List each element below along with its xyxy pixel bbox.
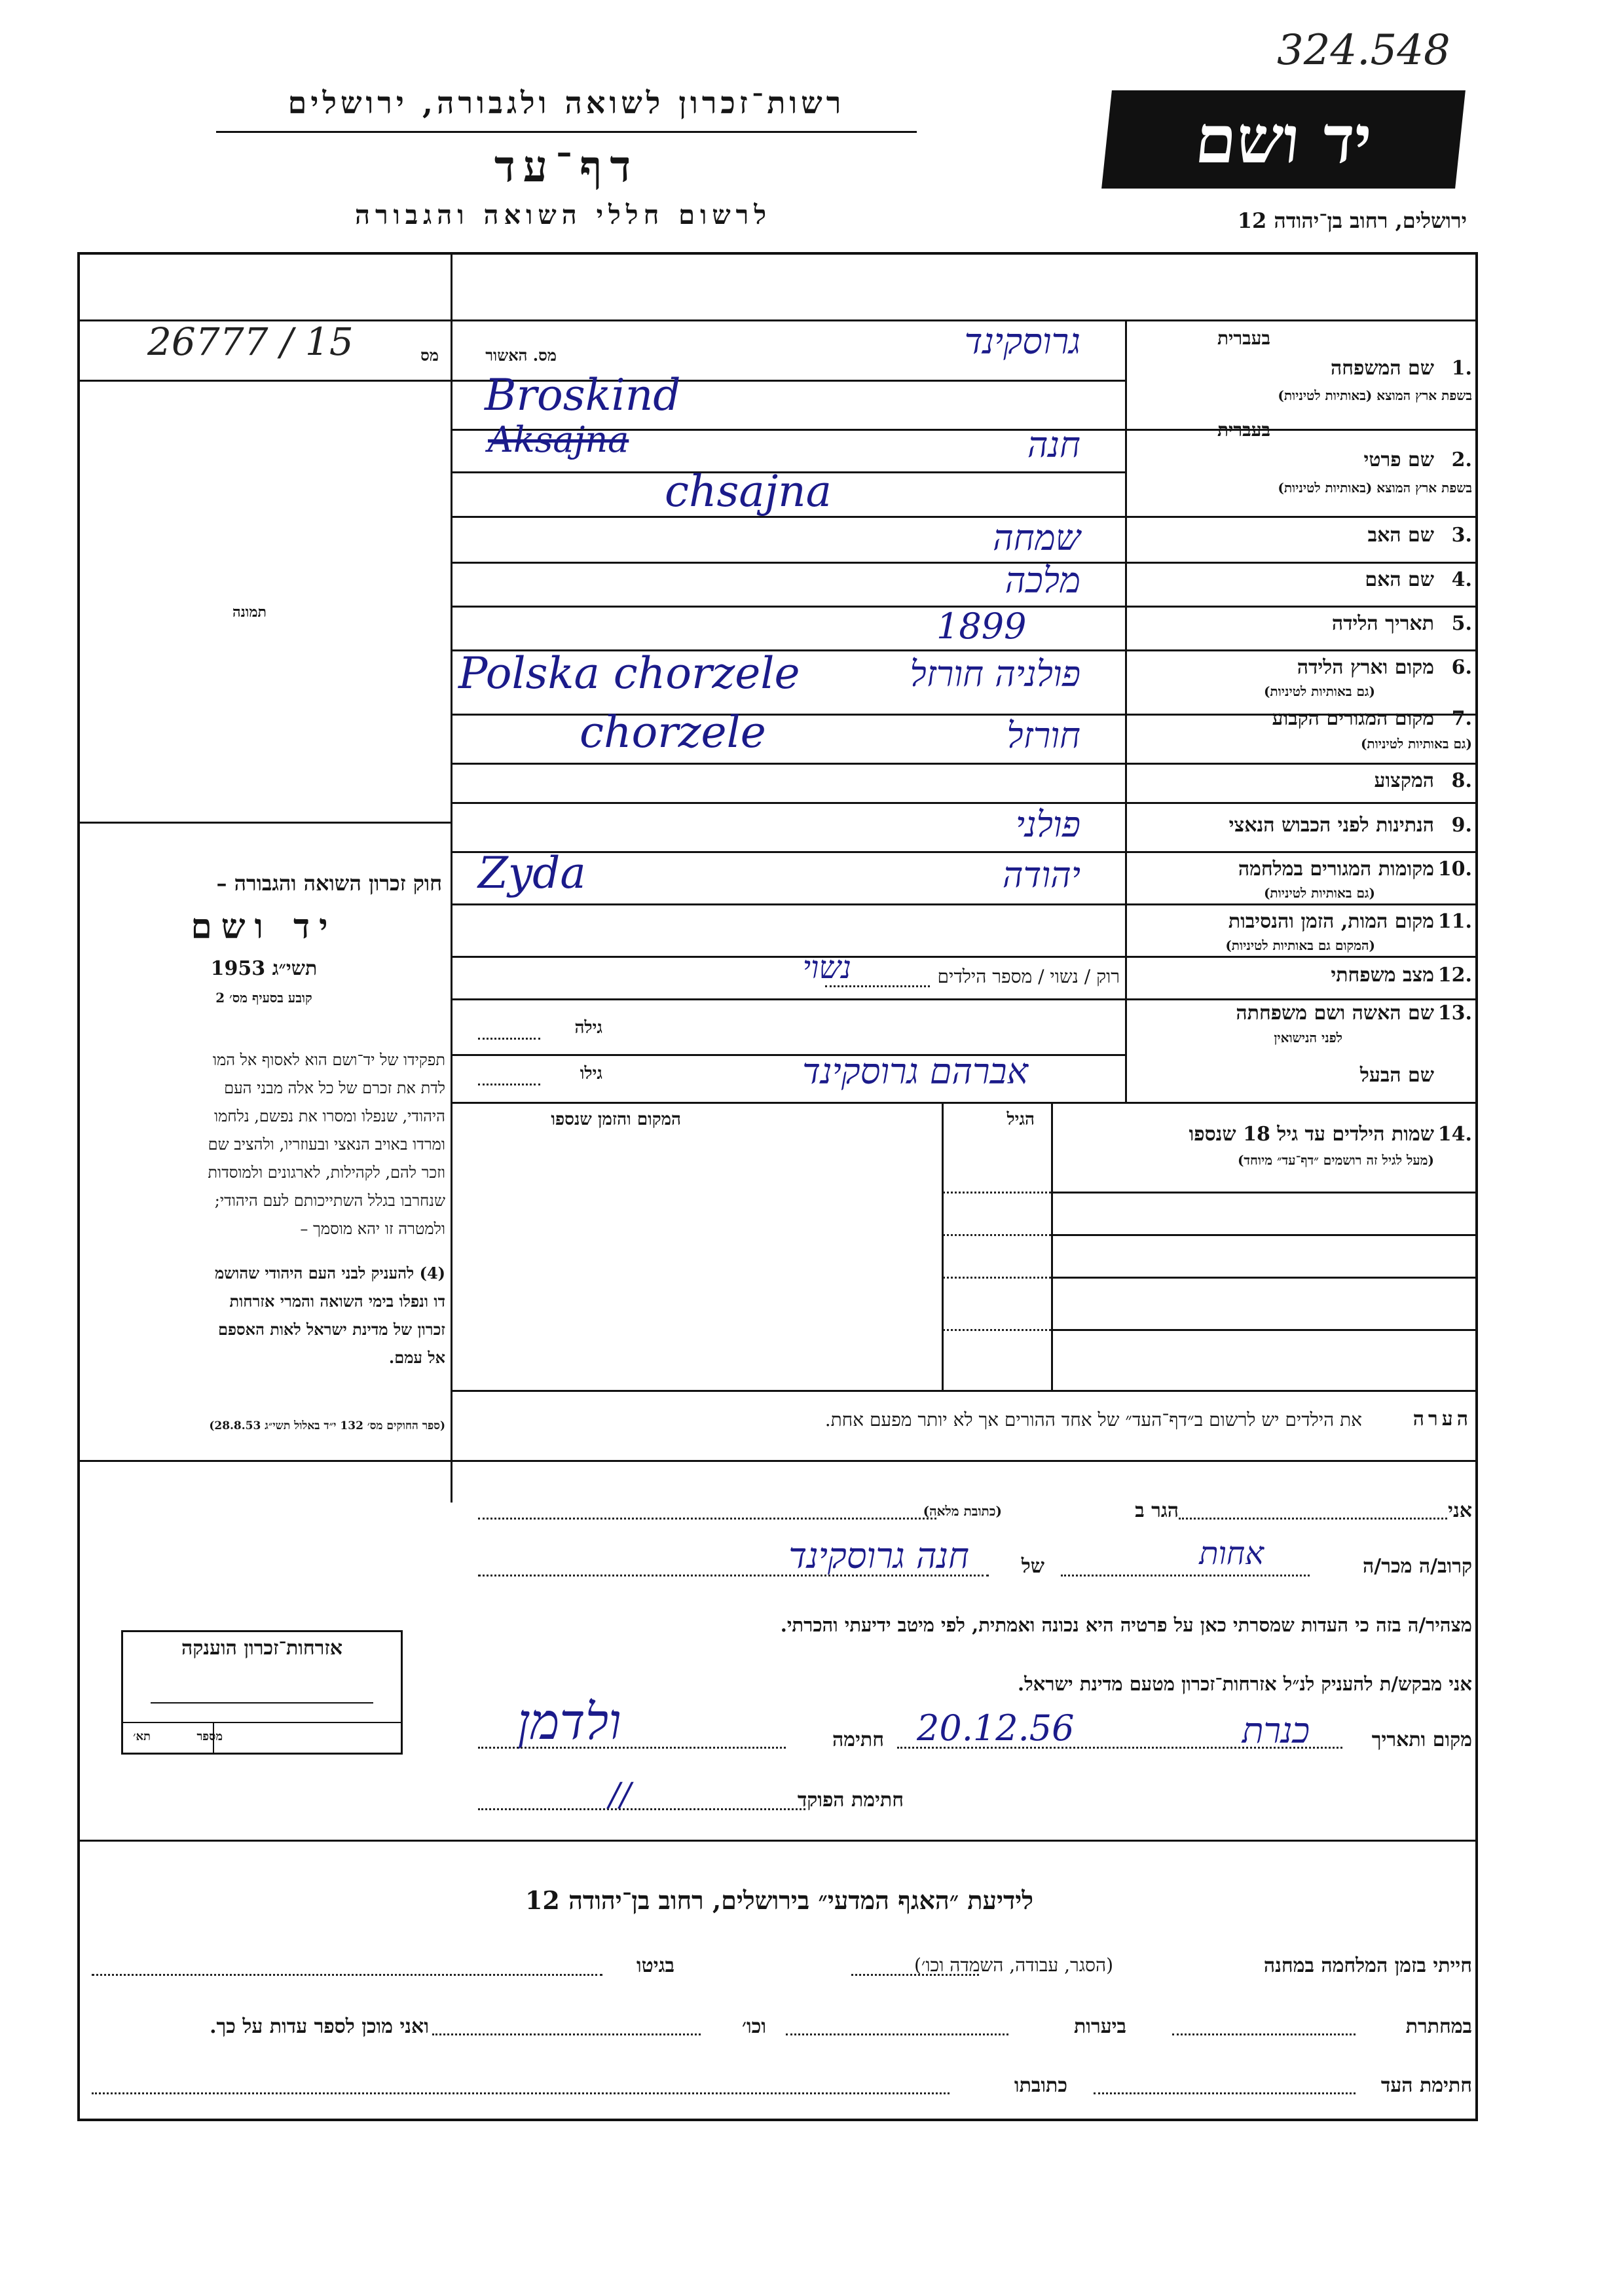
row-sep-9 <box>451 851 1478 853</box>
registration-label: מס. האשור <box>485 346 557 365</box>
registration-extra: מס <box>420 346 439 365</box>
field-5-value: 1899 <box>936 606 1027 647</box>
science-line1-end: בגיטו <box>636 1954 674 1977</box>
field-6-num: 6. <box>1451 656 1472 679</box>
decl-officer-label: חתימת הפוקד <box>797 1789 904 1812</box>
row-sep-10 <box>451 903 1478 905</box>
address: ירושלים, רחוב בן־יהודה 12 <box>1237 208 1467 233</box>
form-subtitle: לרשום חללי השואה והגבורה <box>354 200 772 230</box>
field-13-sub: לפני הנישואין <box>1274 1030 1342 1046</box>
field-2-value-latin: chsajna <box>665 466 832 517</box>
stamp-col <box>213 1722 214 1755</box>
field-7-value-latin: chorzele <box>580 707 766 757</box>
decl-relative-value: אחות <box>1199 1535 1264 1572</box>
husband-age-label: גילו <box>580 1064 602 1084</box>
law-section: קובע בסעיף מס׳ 2 <box>215 990 312 1006</box>
stamp-title: אזרחות־זכרון הוענקה <box>181 1637 343 1660</box>
field-12-num: 12. <box>1437 964 1472 987</box>
field-6-label: מקום וארץ הלידה <box>1297 656 1434 679</box>
law-para2-line1: (4) להעניק לבני העם היהודי שהושמ <box>214 1264 445 1283</box>
header-underline <box>216 131 917 133</box>
field-13-age-dotted <box>478 1038 540 1040</box>
field-1-value-latin: Broskind <box>485 370 681 420</box>
field-1-sub: בשפת ארץ המוצא (באותיות לטיניות) <box>1278 388 1472 403</box>
registration-value: 26777 / 15 <box>147 319 354 364</box>
row-sep-3 <box>451 562 1478 564</box>
husband-label: שם הבעל <box>1359 1064 1434 1087</box>
institution-name: רשות־זכרון לשואה ולגבורה, ירושלים <box>287 85 845 120</box>
field-2-sub: בשפת ארץ המוצא (באותיות לטיניות) <box>1278 480 1472 496</box>
stamp-date-label: תא׳ <box>133 1730 151 1743</box>
field-6-value-latin: Polska chorzele <box>458 648 800 699</box>
husband-value: אברהם גרוסקינד <box>802 1051 1028 1092</box>
field-4-num: 4. <box>1451 568 1472 591</box>
science-line3-mid: כתובתו <box>1014 2074 1067 2097</box>
law-year: תשי״ג 1953 <box>210 957 318 980</box>
science-line3-dots-b <box>92 2092 950 2094</box>
field-10-sub: (גם באותיות לטיניות) <box>1263 885 1375 901</box>
field-2-value-latin-struck: Aksajna <box>488 419 629 460</box>
law-para2-line4: אל עמם. <box>388 1348 445 1367</box>
decl-place-date-label: מקום ותאריך <box>1371 1728 1472 1751</box>
row-sep-8 <box>451 802 1478 804</box>
decl-relative-dots <box>1061 1575 1310 1576</box>
field-4-label: שם האם <box>1365 568 1434 591</box>
label-column-divider <box>1125 319 1127 1102</box>
law-title: חוק זכרון השואה והגבורה – <box>216 871 442 896</box>
field-13-label: שם האשה ושם משפחתה <box>1236 1002 1434 1025</box>
field-1-num: 1. <box>1451 357 1472 380</box>
field-7-sub: (גם באותיות לטיניות) <box>1360 736 1472 752</box>
science-line1-dots-a <box>851 1974 979 1976</box>
left-column-divider <box>451 252 452 1503</box>
decl-statement: מצהיר/ה בזה כי העדות שמסרתי כאן על פרטיה היא נכונה ואמתית, לפי מיטב ידיעתי והכרתי. <box>780 1614 1472 1636</box>
law-para1-line5: וזכר להם, לקהילות, לארגונים ולמוסדות <box>208 1163 445 1182</box>
field-5-num: 5. <box>1451 612 1472 635</box>
form-title: דף־עד <box>494 141 639 192</box>
husband-age-dotted <box>478 1084 540 1085</box>
field-2-value-hebrew: חנה <box>1027 424 1080 465</box>
decl-ani: אני <box>1448 1499 1472 1522</box>
row-sep-2b <box>451 516 1478 518</box>
children-row-1 <box>1051 1192 1478 1194</box>
field-4-value: מלכה <box>1005 560 1080 601</box>
field-1-hebrew-tag: בעברית <box>1217 327 1270 349</box>
field-13-num: 13. <box>1437 1002 1472 1025</box>
note-top-line <box>451 1390 1478 1392</box>
field-5-label: תאריך הלידה <box>1331 612 1434 635</box>
field-6-value-hebrew: פולניה חורזל <box>910 653 1080 695</box>
field-13-age-label: גילה <box>574 1018 602 1038</box>
decl-relative-label: קרוב/ה מכר/ה <box>1363 1555 1472 1578</box>
field-8-label: המקצוע <box>1374 769 1434 792</box>
children-col-place: המקום והזמן שנספו <box>551 1110 681 1129</box>
field-12-label: מצב משפחתי <box>1331 964 1434 987</box>
field-7-value-hebrew: חורזל <box>1006 715 1080 756</box>
law-org: יד ושם <box>191 907 337 947</box>
stamp-line-1 <box>151 1702 373 1704</box>
field-9-value: פולני <box>1015 804 1080 845</box>
science-line3-dots-a <box>1094 2092 1356 2094</box>
photo-label: תמונה <box>232 604 267 621</box>
children-row-4 <box>1051 1329 1478 1331</box>
decl-address-dots <box>478 1518 936 1520</box>
science-line2-mid: ביערות <box>1073 2015 1126 2038</box>
stamp-file-label: מספר <box>196 1730 223 1743</box>
decl-residing: הגר ב <box>1135 1499 1179 1522</box>
note-label: הערה <box>1412 1408 1472 1430</box>
decl-request: אני מבקש/ת להעניק לנ״ל אזרחות־זכרון מטעם מדינת ישראל. <box>1018 1673 1472 1695</box>
children-age-dots-3 <box>943 1277 1051 1279</box>
field-10-label: מקומות המגורים במלחמה <box>1238 858 1434 881</box>
science-line3-label: חתימת העד <box>1380 2074 1472 2097</box>
law-para2-line3: זכרון של מדינת ישראל לאות האספם <box>218 1320 445 1339</box>
science-line2-etc: וכו׳ <box>742 2015 766 2038</box>
note-text: את הילדים יש לרשום ב״דף־העד״ של אחד ההורים אך לא יותר מפעם אחת. <box>824 1409 1362 1430</box>
law-para1-line7: ולמטרה זו יהא מוסמך – <box>300 1220 445 1238</box>
decl-place-value: כנרת <box>1242 1710 1310 1751</box>
children-row-2 <box>1051 1234 1478 1236</box>
decl-signature-value: ולדמן <box>517 1692 621 1751</box>
field-2-label: שם פרטי <box>1363 448 1434 471</box>
decl-date-value: 20.12.56 <box>917 1707 1075 1749</box>
decl-of-value: חנה גרוסקינד <box>788 1535 969 1576</box>
field-11-num: 11. <box>1437 910 1472 933</box>
field-9-label: הנתינות לפני הכבוש הנאצי <box>1228 814 1434 837</box>
file-number: 324.548 <box>1277 26 1450 75</box>
law-para1-line2: לדת את זכרם של כל אלה מבני העם <box>224 1079 445 1097</box>
field-14-num: 14. <box>1437 1123 1472 1146</box>
law-para1-line4: ומרדו באויב הנאצי ובעוזריו, ולהציב שם <box>208 1135 445 1154</box>
children-col-age: הגיל <box>1006 1110 1035 1129</box>
field-1-label: שם המשפחה <box>1330 357 1434 380</box>
decl-address-hint: (כתובת מלאה) <box>923 1503 1002 1519</box>
science-line2-dots-c <box>432 2033 701 2035</box>
science-line2-dots-a <box>1172 2033 1356 2035</box>
children-age-dots-1 <box>943 1192 1051 1194</box>
field-11-label: מקום המות, הזמן והנסיבות <box>1228 910 1434 933</box>
science-line1-hint: (הסגר, עבודה, השמדה וכו׳) <box>913 1954 1113 1976</box>
field-3-num: 3. <box>1451 524 1472 547</box>
children-sub: (מעל לגיל זה רושמים ״דף־עד״ מיוחד) <box>1237 1152 1434 1168</box>
field-2-hebrew-tag: בעברית <box>1217 419 1270 441</box>
note-bottom-line <box>77 1460 1478 1462</box>
field-12-inline-label: רוק / נשוי / מספר הילדים <box>937 966 1120 987</box>
law-para1-line3: היהודי, שנפלו ומסרו את נפשם, נלחמו <box>214 1107 445 1125</box>
field-1-value-hebrew: גרוסקינד <box>964 321 1080 362</box>
field-2-num: 2. <box>1451 448 1472 471</box>
field-10-value-latin: Zyda <box>478 848 586 898</box>
science-line1-label: חייתי בזמן המלחמה במחנה <box>1263 1954 1472 1977</box>
field-6-sub: (גם באותיות לטיניות) <box>1263 683 1375 699</box>
field-10-num: 10. <box>1437 858 1472 881</box>
science-line1-dots-b <box>92 1974 602 1976</box>
row-sep-12 <box>451 998 1478 1000</box>
registration-line <box>77 380 451 382</box>
field-3-value: שמחה <box>993 517 1080 558</box>
decl-signature-label: חתימה <box>832 1728 884 1751</box>
decl-name-dots <box>1179 1518 1447 1520</box>
law-para1-line1: תפקידו של יד־ושם הוא לאסוף אל המו <box>212 1051 445 1069</box>
row-sep-11 <box>451 956 1478 958</box>
law-footnote: (ספר החוקים מס׳ 132 י״ד באלול תשי״ג 28.8.53) <box>209 1419 445 1432</box>
field-12-value: נשוי <box>802 949 851 986</box>
science-line2-label: במחתרת <box>1405 2015 1472 2038</box>
field-8-num: 8. <box>1451 769 1472 792</box>
science-line2-dots-b <box>786 2033 1008 2035</box>
science-title: לידיעת ״האגף המדעי״ בירושלים, רחוב בן־יהודה 12 <box>525 1886 1034 1915</box>
law-para2-line2: דו ונפלו בימי השואה והמרי אזרחות <box>229 1292 445 1311</box>
yad-vashem-logo: יד ושם <box>1101 90 1466 189</box>
children-title: שמות הילדים עד גיל 18 שנספו <box>1189 1123 1434 1146</box>
officer-mark: // <box>609 1776 631 1813</box>
law-para1-line6: שנחרבו בגלל השתייכותם לעם היהודי; <box>214 1192 445 1210</box>
row-sep-14 <box>451 1102 1478 1104</box>
field-9-num: 9. <box>1451 814 1472 837</box>
children-age-dots-2 <box>943 1234 1051 1236</box>
children-row-3 <box>1051 1277 1478 1279</box>
decl-officer-dots <box>478 1808 805 1810</box>
children-age-dots-4 <box>943 1329 1051 1331</box>
field-7-num: 7. <box>1451 707 1472 730</box>
photo-bottom-line <box>77 822 451 824</box>
field-10-value-hebrew: יהודה <box>1002 854 1080 896</box>
field-3-label: שם האב <box>1367 524 1434 547</box>
children-col-div-2 <box>1051 1102 1053 1390</box>
field-11-sub: (המקום גם באותיות לטיניות) <box>1225 938 1375 953</box>
children-col-div-1 <box>942 1102 944 1390</box>
decl-of-label: של <box>1021 1555 1044 1578</box>
row-sep-7 <box>451 763 1478 765</box>
science-line2-end: ואני מוכן לספר עדות על כך. <box>210 2015 429 2038</box>
science-top-line <box>77 1840 1478 1842</box>
field-7-label: מקום המגורים הקבוע <box>1272 707 1434 730</box>
stamp-line-2 <box>121 1722 403 1723</box>
